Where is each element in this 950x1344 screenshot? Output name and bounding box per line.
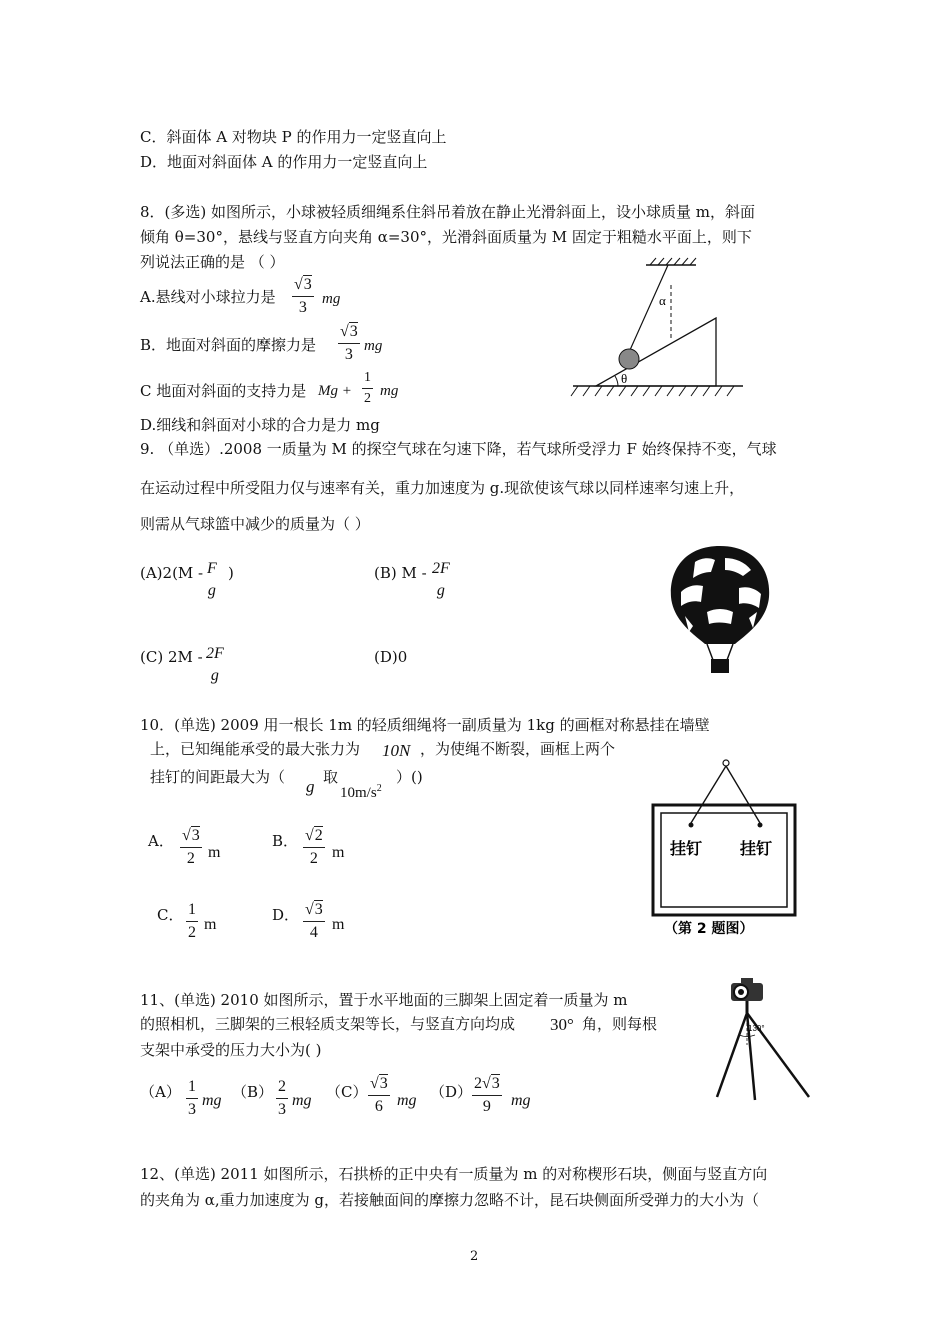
- q9-line1: 9. （单选）.2008 一质量为 M 的探空气球在匀速下降，若气球所受浮力 F 始终保持不变，气球: [140, 440, 777, 458]
- q7-option-c: C．斜面体 A 对物块 P 的作用力一定竖直向上: [140, 128, 447, 146]
- q10-figure: [650, 757, 800, 937]
- q10-option-d: D．: [272, 906, 300, 924]
- q11-option-c-mg: mg: [397, 1092, 417, 1109]
- q11-option-c: （C）: [326, 1083, 368, 1101]
- q11-line2: 的照相机，三脚架的三根轻质支架等长，与竖直方向均成: [140, 1015, 516, 1033]
- q11-line2-angle: 30°: [550, 1015, 574, 1034]
- q10-line3-value: $10m/s^2$: [340, 783, 382, 801]
- q11-option-a: （A）: [140, 1083, 181, 1101]
- q10-option-a-unit: m: [208, 844, 221, 861]
- q8-option-b-mg: mg: [364, 338, 383, 354]
- q8-option-b-fraction: $\frac{√3}{3}$: [340, 323, 358, 363]
- q8-option-a-mg: mg: [322, 291, 341, 307]
- q10-line3-g: g: [306, 777, 315, 796]
- q10-option-c: C．: [157, 906, 184, 924]
- q10-option-c-fraction: $\frac{1}{2}$: [188, 901, 196, 941]
- q11-option-a-fraction: $\frac{1}{3}$: [188, 1078, 196, 1118]
- q10-line1: 10．(单选) 2009 用一根长 1m 的轻质细绳将一副质量为 1kg 的画框对称悬挂在墙壁: [140, 716, 710, 734]
- q10-line3-value-text: 10m/s: [340, 785, 377, 801]
- q11-tripod-figure: [715, 975, 815, 1105]
- q8-option-c-fraction: $\frac{1}{2}$: [364, 370, 371, 406]
- q9-option-b-fraction: 2F g: [432, 560, 450, 599]
- q10-line2-end: ，为使绳不断裂，画框上两个: [420, 740, 616, 758]
- q8-line3: 列说法正确的是 （ ）: [140, 253, 285, 271]
- q10-option-b: B．: [272, 832, 299, 850]
- q11-option-d: （D）: [430, 1083, 473, 1101]
- q11-line2-end: 角，则每根: [582, 1015, 658, 1033]
- q10-option-d-unit: m: [332, 916, 345, 933]
- q8-option-c: C 地面对斜面的支持力是: [140, 382, 307, 400]
- page-number: 2: [470, 1249, 479, 1264]
- q11-option-b: （B）: [232, 1083, 274, 1101]
- q8-option-a-fraction: $\frac{√3}{3}$: [294, 276, 312, 316]
- q9-option-c-fraction: 2F g: [206, 645, 224, 684]
- q11-option-b-mg: mg: [292, 1092, 312, 1109]
- q8-option-a: A.悬线对小球拉力是: [140, 288, 276, 306]
- q9-option-a: (A)2(M -: [140, 564, 204, 582]
- q9-option-c: (C) 2M -: [140, 648, 203, 666]
- q10-option-a: A．: [148, 832, 174, 850]
- q12-line2: 的夹角为 α,重力加速度为 g，若接触面间的摩擦力忽略不计，昆石块侧面所受弹力的大小为（: [140, 1191, 760, 1209]
- q8-figure: [568, 255, 758, 405]
- q10-line2: 上，已知绳能承受的最大张力为: [150, 740, 361, 758]
- q10-figure-nail-left: 挂钉: [670, 839, 703, 858]
- q9-option-d: (D)0: [374, 648, 408, 666]
- q8-line2: 倾角 θ=30°，悬线与竖直方向夹角 α=30°，光滑斜面质量为 M 固定于粗糙水平面上，则下: [140, 228, 752, 246]
- q8-figure-alpha: α: [659, 293, 666, 308]
- q8-option-d: D.细线和斜面对小球的合力是力 mg: [140, 416, 380, 434]
- q11-option-b-fraction: $\frac{2}{3}$: [278, 1078, 286, 1118]
- q10-figure-nail-right: 挂钉: [740, 839, 773, 858]
- q9-option-a-close: ): [228, 564, 234, 582]
- q11-option-d-fraction: $\frac{2√3}{9}$: [474, 1075, 500, 1115]
- q10-line2-value: 10N: [382, 741, 411, 760]
- q10-option-b-unit: m: [332, 844, 345, 861]
- q8-option-c-expr: Mg +: [318, 383, 352, 399]
- q10-line3: 挂钉的间距最大为（: [150, 768, 286, 786]
- q11-tripod-angle: 130°: [748, 1024, 765, 1033]
- hot-air-balloon-image: [665, 542, 775, 677]
- q9-option-b: (B) M -: [374, 564, 427, 582]
- q10-figure-caption: （第 2 题图）: [664, 921, 754, 937]
- q11-option-d-mg: mg: [511, 1092, 531, 1109]
- q9-line3: 则需从气球篮中减少的质量为（ ）: [140, 515, 370, 533]
- q10-option-d-fraction: $\frac{√3}{4}$: [305, 901, 323, 941]
- q10-line3-mid: 取: [323, 768, 339, 786]
- q10-option-b-fraction: $\frac{√2}{2}$: [305, 827, 323, 867]
- q8-line1: 8．(多选) 如图所示，小球被轻质细绳系住斜吊着放在静止光滑斜面上，设小球质量 m，斜面: [140, 203, 756, 221]
- q9-line2: 在运动过程中所受阻力仅与速率有关，重力加速度为 g.现欲使该气球以同样速率匀速上升，: [140, 479, 745, 497]
- q10-line3-end: ）(): [396, 768, 423, 786]
- q10-option-c-unit: m: [204, 916, 217, 933]
- q8-figure-theta: θ: [621, 371, 628, 386]
- q10-option-a-fraction: $\frac{√3}{2}$: [182, 827, 200, 867]
- q11-option-a-mg: mg: [202, 1092, 222, 1109]
- q8-option-c-mg: mg: [380, 383, 399, 399]
- q12-line1: 12、(单选) 2011 如图所示，石拱桥的正中央有一质量为 m 的对称楔形石块，侧面与竖直方向: [140, 1165, 768, 1183]
- q8-option-b: B．地面对斜面的摩擦力是: [140, 336, 317, 354]
- q7-option-d: D．地面对斜面体 A 的作用力一定竖直向上: [140, 153, 428, 171]
- q11-line1: 11、(单选) 2010 如图所示，置于水平地面的三脚架上固定着一质量为 m: [140, 991, 628, 1009]
- q11-line3: 支架中承受的压力大小为( ): [140, 1041, 322, 1059]
- q9-option-a-fraction: F g: [207, 560, 217, 599]
- q11-option-c-fraction: $\frac{√3}{6}$: [370, 1075, 388, 1115]
